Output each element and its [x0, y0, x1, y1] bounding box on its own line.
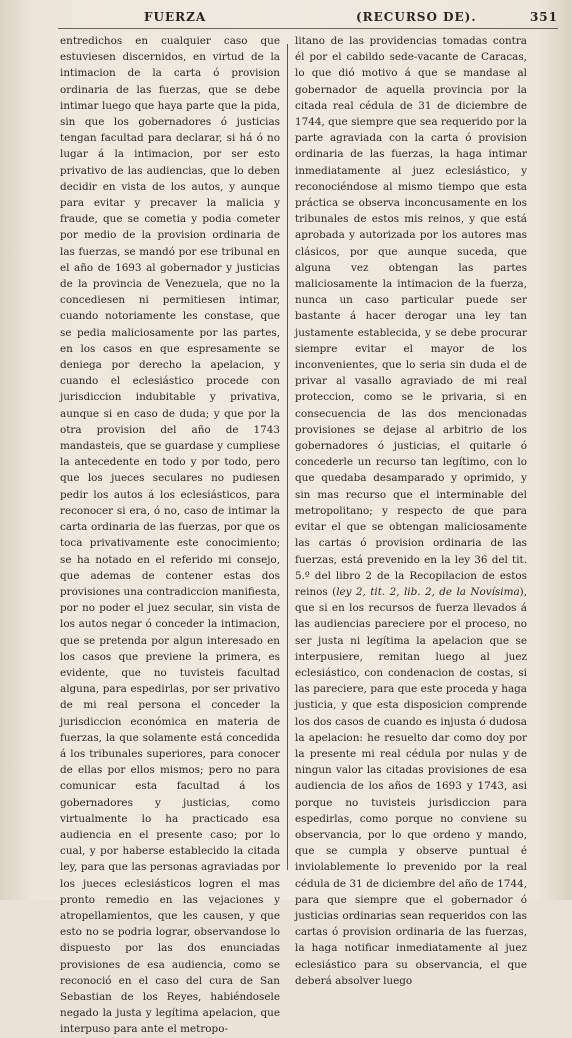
- left-column: [60, 33, 280, 1036]
- header-right-title: (RECURSO DE).: [356, 10, 477, 24]
- right-column-text: [295, 33, 527, 989]
- right-text-italic-citation: ley 2, tit. 2, lib. 2, de la Novísima: [336, 585, 520, 598]
- page-number: 351: [529, 10, 558, 24]
- column-divider: [287, 44, 288, 870]
- right-text-part-1: litano de las providencias tomadas contra él por el cabildo sede-vacante de Caracas, lo que dió motivo á que se mandase al gobernador de aquella provincia por la citada real cédula de 31 de diciembre de 1744, que siempre que sea requerido por la parte agraviada con la carta ó provision ordinaria de las fuerzas, la haga intimar inmediatamente al juez eclesiástico, y reconociéndose al mismo tiempo que esta práctica se observa inconcusamente en los tribunales de estos mis reinos, y que está aprobada y autorizada por los autores mas clásicos, por que aunque suceda, que alguna vez obtengan las partes maliciosamente la intimacion de la fuerza, nunca un caso particular puede ser bastante á hacer derogar una ley tan justamente establecida, y se debe procurar siempre evitar el mayor de los inconvenientes, que lo seria sin duda el de privar al vasallo agraviado de mi real proteccion, como se le privaria, si en consecuencia de las dos mencionadas provisiones se dejase al arbitrio de los gobernadores ó justicias, el quitarle ó concederle un recurso tan legítimo, con lo que quedaba desamparado y oprimido, y sin mas recurso que el interminable del metropolitano; y respecto de que para evitar el que se obtengan maliciosamente las cartas ó provision ordinaria de las fuerzas, está prevenido en la ley 36 del tit. 5.º del libro 2 de la Recopilacion de estos reinos (: [295, 35, 527, 598]
- right-column: [295, 33, 527, 987]
- running-header: [58, 6, 558, 28]
- header-left-title: FUERZA: [144, 10, 207, 24]
- header-rule: [58, 28, 558, 29]
- left-column-text: entredichos en cualquier caso que estuviesen discernidos, en virtud de la intimacion de la carta ó provision ordinaria de las fuerzas, que se debe intimar luego que haya parte que la pida, sin que los gobernadores ó justicias tengan facultad para declarar, si há ó no lugar á la intimacion, por ser esto privativo de las audiencias, que lo deben decidir en vista de los autos, y aunque para evitar y precaver la malicia y fraude, que se cometia y podia cometer por medio de la provision ordinaria de las fuerzas, se mandó por ese tribunal en el año de 1693 al gobernador y justicias de la provincia de Venezuela, que no la concediesen ni permitiesen intimar, cuando notoriamente les constase, que se pedia maliciosamente por las partes, en los casos en que espresamente se deniega por derecho la apelacion, y cuando el eclesiástico procede con jurisdiccion indubitable y privativa, aunque si en caso de duda; y que por la otra provision del año de 1743 mandasteis, que se guardase y cumpliese la antecedente en todo y por todo, pero que los jueces seculares no pudiesen pedir los autos á los eclesiásticos, para reconocer si era, ó no, caso de intimar la carta ordinaria de las fuerzas, por que os toca privativamente este conocimiento; se ha notado en el referido mi consejo, que ademas de contener estas dos provisiones una contradiccion manifiesta, por no poder el juez secular, sin vista de los autos negar ó conceder la intimacion, que se pretenda por algun interesado en los casos que previene la primera, es evidente, que no tuvisteis facultad alguna, para espedirlas, por ser privativo de mi real persona el conceder la jurisdiccion económica en materia de fuerzas, la que solamente está concedida á los tribunales superiores, para conocer de ellas por ellos mismos; pero no para comunicar esta facultad á los gobernadores y justicias, como virtualmente lo ha practicado esa audiencia en el presente caso; por lo cual, y por haberse establecido la citada ley, para que las personas agraviadas por los jueces eclesiásticos logren el mas pronto remedio en las vejaciones y atropellamientos, que les causen, y que esto no se podria lograr, observandose lo dispuesto por las dos enunciadas provisiones de esa audiencia, como se reconoció en el caso del cura de San Sebastian de los Reyes, habiéndosele negado la justa y legítima apelacion, que interpuso para ante el metropo-: [60, 35, 280, 1036]
- right-text-part-2: ), que si en los recursos de fuerza llevados á las audiencias pareciere por el proceso, no ser justa ni legítima la apelacion que se interpusiere, remitan luego al juez eclesiástico, con condenacion de costas, si las pareciere, para que este proceda y haga justicia, y que esta disposicion comprende los dos casos de cuando es injusta ó dudosa la apelacion: he resuelto dar como doy por la presente mi real cédula por nulas y de ningun valor las citadas provisiones de esa audiencia de los años de 1693 y 1743, asi porque no tuvisteis jurisdiccion para espedirlas, como porque no conviene su observancia, por lo que ordeno y mando, que se cumpla y observe puntual é inviolablemente lo prevenido por la real cédula de 31 de diciembre del año de 1744, para que siempre que el gobernador ó justicias ordinarias sean requeridos con las cartas ó provision ordinaria de las fuerzas, la haga notificar inmediatamente al juez eclesiástico para su observancia, el que deberá absolver luego: [295, 585, 527, 987]
